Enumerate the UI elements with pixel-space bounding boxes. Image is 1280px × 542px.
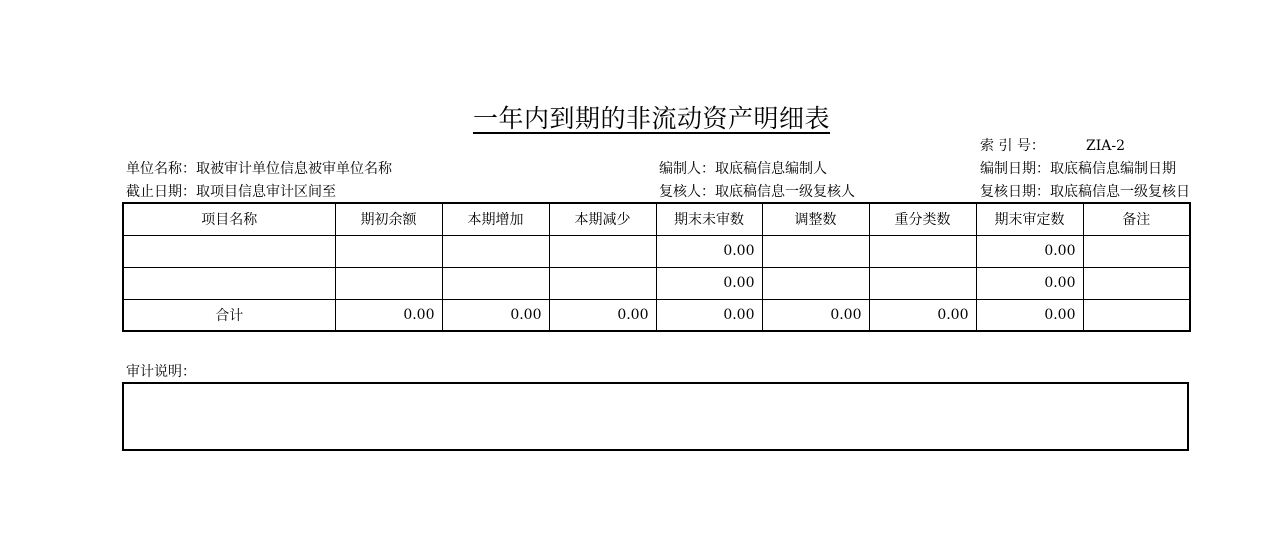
table-cell[interactable] <box>123 235 335 267</box>
total-label-cell: 合计 <box>123 299 335 331</box>
page-title: 一年内到期的非流动资产明细表 <box>473 104 831 133</box>
table-cell[interactable]: 0.00 <box>976 235 1083 267</box>
index-value: ZIA-2 <box>1086 138 1126 154</box>
header-cell: 本期减少 <box>549 203 656 235</box>
header-cell: 期末未审数 <box>656 203 762 235</box>
preparer-label: 编制人： <box>659 161 715 177</box>
table-cell[interactable] <box>1083 235 1190 267</box>
header-cell: 调整数 <box>762 203 869 235</box>
prep-date-label: 编制日期： <box>980 161 1050 177</box>
header-cell: 备注 <box>1083 203 1190 235</box>
total-cell: 0.00 <box>656 299 762 331</box>
table-cell[interactable] <box>335 235 442 267</box>
review-date-label: 复核日期： <box>980 184 1050 200</box>
cutoff-date-label: 截止日期： <box>126 184 196 200</box>
unit-name-field <box>126 160 392 178</box>
table-cell[interactable] <box>762 235 869 267</box>
reviewer-label: 复核人： <box>659 184 715 200</box>
table-cell[interactable] <box>869 235 976 267</box>
review-date-value: 取底稿信息一级复核日 <box>1050 184 1190 200</box>
header-cell: 本期增加 <box>442 203 549 235</box>
review-date-field <box>980 183 1190 201</box>
index-label: 索 引 号： <box>980 138 1045 154</box>
total-cell: 0.00 <box>762 299 869 331</box>
audit-notes-box[interactable] <box>122 382 1189 451</box>
detail-table <box>122 202 1191 332</box>
table-cell[interactable] <box>549 267 656 299</box>
prep-date-value: 取底稿信息编制日期 <box>1050 161 1176 177</box>
table-cell[interactable] <box>762 267 869 299</box>
table-total-row <box>123 299 1190 331</box>
header-cell: 期初余额 <box>335 203 442 235</box>
reviewer-field <box>659 183 855 201</box>
total-cell <box>1083 299 1190 331</box>
total-cell: 0.00 <box>549 299 656 331</box>
table-cell[interactable]: 0.00 <box>976 267 1083 299</box>
total-cell: 0.00 <box>976 299 1083 331</box>
table-cell[interactable] <box>123 267 335 299</box>
header-cell: 项目名称 <box>123 203 335 235</box>
table-cell[interactable] <box>442 267 549 299</box>
preparer-value: 取底稿信息编制人 <box>715 161 827 177</box>
table-cell[interactable] <box>1083 267 1190 299</box>
header-cell: 期末审定数 <box>976 203 1083 235</box>
audit-notes-label: 审计说明： <box>126 364 196 380</box>
unit-name-value: 取被审计单位信息被审单位名称 <box>196 161 392 177</box>
cutoff-date-value: 取项目信息审计区间至 <box>196 184 336 200</box>
reviewer-value: 取底稿信息一级复核人 <box>715 184 855 200</box>
table-cell[interactable] <box>335 267 442 299</box>
table-cell[interactable]: 0.00 <box>656 267 762 299</box>
total-cell: 0.00 <box>335 299 442 331</box>
cutoff-date-field <box>126 183 336 201</box>
preparer-field <box>659 160 827 178</box>
table-row <box>123 235 1190 267</box>
table-cell[interactable] <box>442 235 549 267</box>
table-cell[interactable] <box>869 267 976 299</box>
table-cell[interactable]: 0.00 <box>656 235 762 267</box>
header-cell: 重分类数 <box>869 203 976 235</box>
table-header-row <box>123 203 1190 235</box>
table-row <box>123 267 1190 299</box>
prep-date-field <box>980 160 1176 178</box>
table-cell[interactable] <box>549 235 656 267</box>
total-cell: 0.00 <box>442 299 549 331</box>
unit-name-label: 单位名称： <box>126 161 196 177</box>
total-cell: 0.00 <box>869 299 976 331</box>
